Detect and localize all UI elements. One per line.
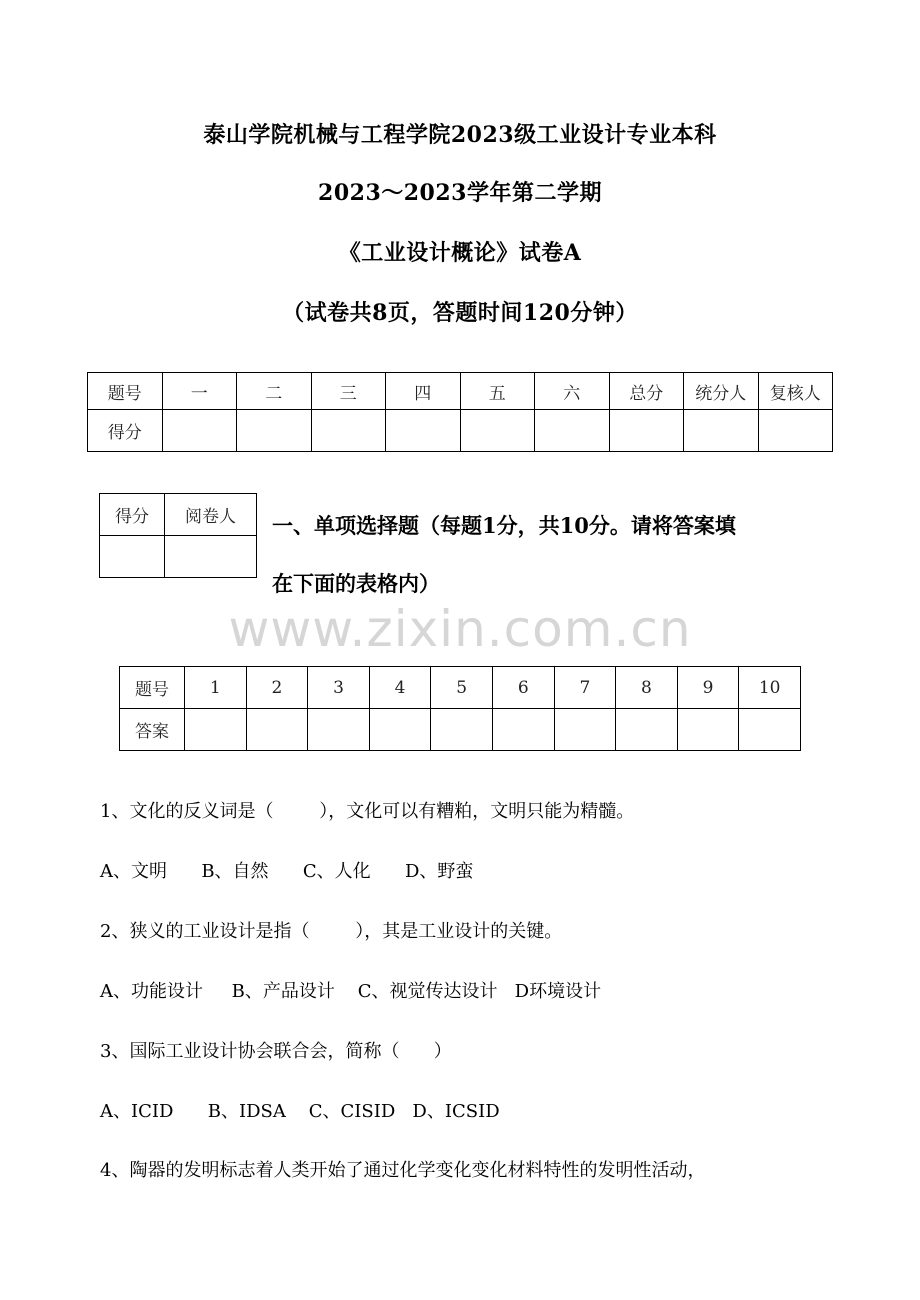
score-table-header-cell: 二 (237, 373, 312, 410)
document-title-line-3: 《工业设计概论》试卷A (338, 240, 582, 266)
answer-cell[interactable] (492, 709, 554, 751)
grader-name-cell[interactable] (165, 536, 257, 578)
score-table-header-cell: 统分人 (684, 373, 759, 410)
score-table-header-cell: 四 (386, 373, 461, 410)
answer-table-answer-row (120, 709, 801, 751)
question-number-cell: 5 (431, 667, 493, 709)
answer-cell[interactable] (246, 709, 308, 751)
question-3-text: 3、国际工业设计协会联合会，简称（ ） (100, 1041, 452, 1062)
answer-table (119, 666, 801, 751)
question-number-cell: 9 (677, 667, 739, 709)
score-cell[interactable] (758, 410, 833, 452)
question-number-cell: 8 (616, 667, 678, 709)
question-1-options: A、文明 B、自然 C、人化 D、野蛮 (100, 861, 474, 882)
score-table-header-cell: 六 (535, 373, 610, 410)
score-cell[interactable] (460, 410, 535, 452)
score-table-header-cell: 三 (311, 373, 386, 410)
answer-cell[interactable] (616, 709, 678, 751)
score-table-header-cell: 一 (162, 373, 237, 410)
question-2-options: A、功能设计 B、产品设计 C、视觉传达设计 D环境设计 (100, 981, 602, 1002)
score-row-label: 得分 (88, 410, 163, 452)
question-number-cell: 4 (369, 667, 431, 709)
question-number-cell: 2 (246, 667, 308, 709)
grader-score-label: 得分 (100, 494, 165, 536)
document-title-line-1: 泰山学院机械与工程学院2023级工业设计专业本科 (203, 122, 717, 148)
answer-cell[interactable] (677, 709, 739, 751)
score-cell[interactable] (535, 410, 610, 452)
answer-cell[interactable] (431, 709, 493, 751)
answer-cell[interactable] (554, 709, 616, 751)
grader-box-input-row (100, 536, 257, 578)
section-heading-line-2: 在下面的表格内） (272, 571, 440, 596)
answer-table-row-label: 题号 (120, 667, 185, 709)
question-number-cell: 1 (185, 667, 247, 709)
document-title-line-2: 2023～2023学年第二学期 (318, 180, 602, 206)
watermark: www.zixin.com.cn (228, 600, 692, 658)
score-cell[interactable] (386, 410, 461, 452)
score-cell[interactable] (311, 410, 386, 452)
score-cell[interactable] (162, 410, 237, 452)
grader-name-label: 阅卷人 (165, 494, 257, 536)
answer-cell[interactable] (185, 709, 247, 751)
grader-score-cell[interactable] (100, 536, 165, 578)
score-table-header-cell: 复核人 (758, 373, 833, 410)
question-2-text: 2、狭义的工业设计是指（ ），其是工业设计的关键。 (100, 921, 563, 942)
score-cell[interactable] (609, 410, 684, 452)
score-cell[interactable] (237, 410, 312, 452)
section-heading-line-1: 一、单项选择题（每题1分，共10分。请将答案填 (272, 513, 736, 538)
question-number-cell: 3 (308, 667, 370, 709)
score-table-header-row (88, 373, 833, 410)
question-number-cell: 10 (739, 667, 801, 709)
question-4-text: 4、陶器的发明标志着人类开始了通过化学变化变化材料特性的发明性活动， (100, 1160, 706, 1181)
question-number-cell: 7 (554, 667, 616, 709)
score-table-score-row (88, 410, 833, 452)
question-number-cell: 6 (492, 667, 554, 709)
grader-box-header-row (100, 494, 257, 536)
score-summary-table (87, 372, 833, 452)
question-3-options: A、ICID B、IDSA C、CISID D、ICSID (100, 1101, 500, 1122)
answer-cell[interactable] (739, 709, 801, 751)
score-table-header-cell: 五 (460, 373, 535, 410)
answer-table-number-row (120, 667, 801, 709)
answer-table-row-label: 答案 (120, 709, 185, 751)
grader-box (99, 493, 257, 578)
score-table-header-cell: 总分 (609, 373, 684, 410)
document-title-line-4: （试卷共8页，答题时间120分钟） (282, 300, 638, 326)
score-cell[interactable] (684, 410, 759, 452)
answer-cell[interactable] (369, 709, 431, 751)
answer-cell[interactable] (308, 709, 370, 751)
score-table-header-cell: 题号 (88, 373, 163, 410)
question-1-text: 1、文化的反义词是（ ），文化可以有糟粕，文明只能为精髓。 (100, 801, 635, 822)
